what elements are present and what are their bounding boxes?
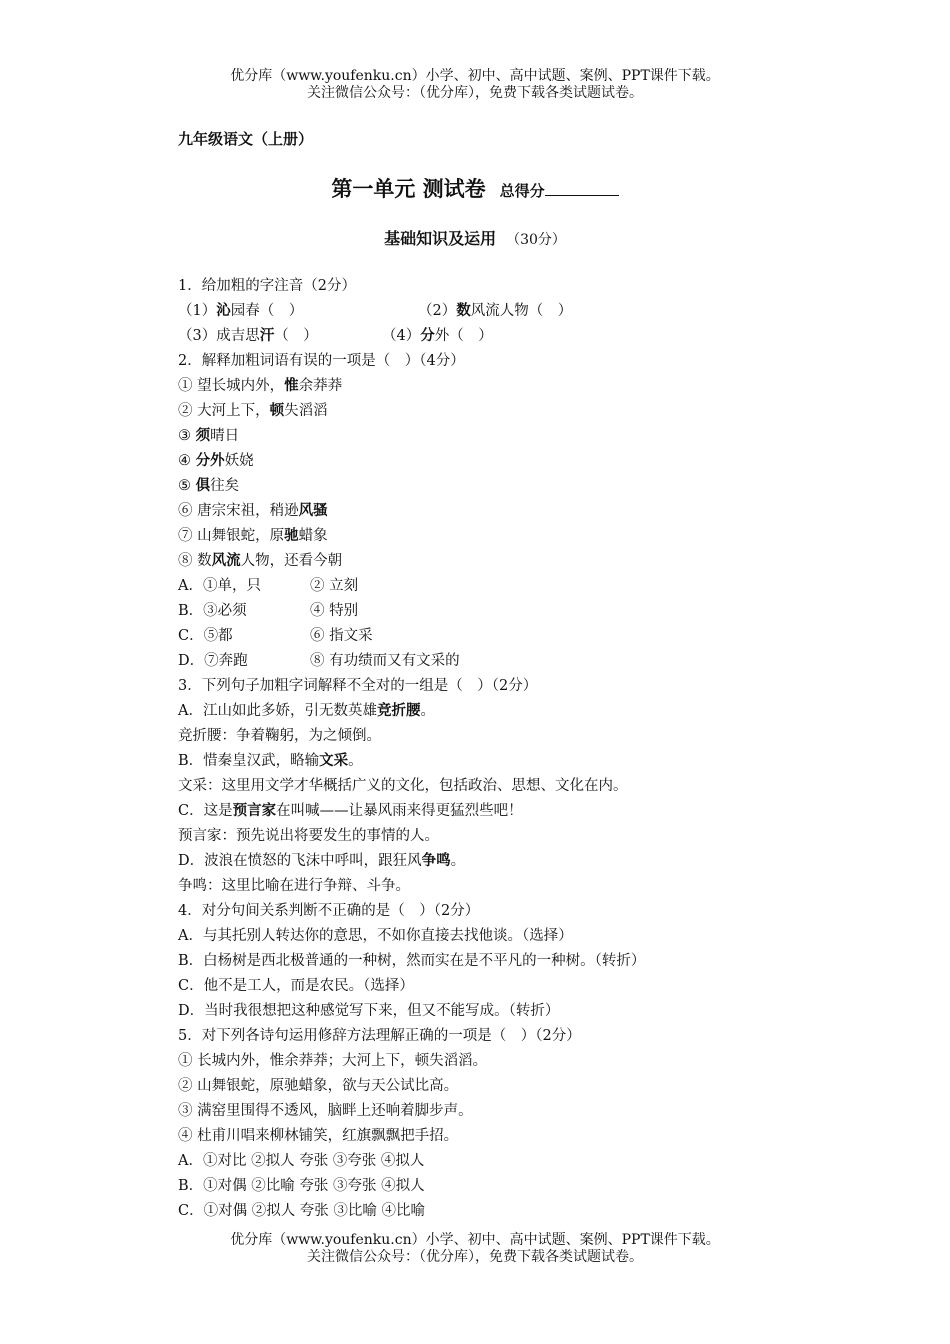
section-name: 基础知识及运用 [384, 229, 497, 248]
q2-option-d: D．⑦奔跑 ⑧ 有功绩而又有文采的 [178, 653, 460, 669]
q3-option-a-explanation: 竞折腰：争着鞠躬，为之倾倒。 [178, 728, 381, 744]
q4-option-d: D．当时我很想把这种感觉写下来，但又不能写成。（转折） [178, 1003, 560, 1019]
q3-option-c-explanation: 预言家：预先说出将要发生的事情的人。 [178, 828, 439, 844]
q3-option-d: D．波浪在愤怒的飞沫中呼叫，跟狂风争鸣。 [178, 853, 466, 869]
q5-option-b: B．①对偶 ②比喻 夸张 ③夸张 ④拟人 [178, 1178, 425, 1194]
q1-stem: 1．给加粗的字注音（2分） [178, 278, 356, 294]
q2-item-6: ⑥ 唐宗宋祖，稍逊风骚 [178, 503, 328, 519]
q1-item-4: （4）分外（ ） [382, 328, 493, 344]
q5-stem: 5．对下列各诗句运用修辞方法理解正确的一项是（ ）（2分） [178, 1028, 581, 1044]
q1-item-1: （1）沁园春（ ） [178, 303, 304, 319]
q2-stem: 2．解释加粗词语有误的一项是（ ）（4分） [178, 353, 465, 369]
q1-item-2: （2）数风流人物（ ） [418, 303, 573, 319]
q1-row-2 [178, 324, 778, 349]
exam-title-main: 第一单元 测试卷 [331, 177, 486, 201]
exam-body [178, 274, 778, 1224]
q4-option-b: B．白杨树是西北极普通的一种树，然而实在是不平凡的一种树。（转折） [178, 953, 646, 969]
q3-option-c: C．这是预言家在叫喊——让暴风雨来得更猛烈些吧！ [178, 803, 523, 819]
q1-item-3: （3）成吉思汗（ ） [178, 328, 318, 344]
footer-line-1: 优分库（www.youfenku.cn）小学、初中、高中试题、案例、PPT课件下载。 [230, 1232, 720, 1248]
q2-item-5: ⑤ 俱往矣 [178, 478, 240, 494]
page-footer [0, 1232, 950, 1266]
q5-option-c: C．①对偶 ②拟人 夸张 ③比喻 ④比喻 [178, 1203, 426, 1219]
q2-item-4: ④ 分外妖娆 [178, 453, 254, 469]
q5-item-4: ④ 杜甫川唱来柳林铺笑，红旗飘飘把手招。 [178, 1128, 459, 1144]
grade-label: 九年级语文（上册） [178, 130, 314, 148]
header-line-1: 优分库（www.youfenku.cn）小学、初中、高中试题、案例、PPT课件下载。 [230, 68, 720, 84]
q3-option-a: A．江山如此多娇，引无数英雄竞折腰。 [178, 703, 435, 719]
q2-item-3: ③ 须晴日 [178, 428, 240, 444]
total-score-label: 总得分 [499, 182, 545, 200]
section-heading [0, 226, 950, 249]
q2-option-c: C．⑤都 ⑥ 指文采 [178, 628, 373, 644]
q2-item-8: ⑧ 数风流人物，还看今朝 [178, 553, 343, 569]
q5-option-a: A．①对比 ②拟人 夸张 ③夸张 ④拟人 [178, 1153, 425, 1169]
q2-item-7: ⑦ 山舞银蛇，原驰蜡象 [178, 528, 328, 544]
q4-option-c: C．他不是工人，而是农民。（选择） [178, 978, 414, 994]
footer-line-2: 关注微信公众号：（优分库），免费下载各类试题试卷。 [307, 1249, 643, 1265]
exam-title [0, 173, 950, 203]
header-line-2: 关注微信公众号：（优分库），免费下载各类试题试卷。 [307, 85, 643, 101]
q3-option-d-explanation: 争鸣：这里比喻在进行争辩、斗争。 [178, 878, 410, 894]
q1-row-1 [178, 299, 778, 324]
q3-stem: 3．下列句子加粗字词解释不全对的一组是（ ）（2分） [178, 678, 538, 694]
q2-item-2: ② 大河上下，顿失滔滔 [178, 403, 328, 419]
q4-option-a: A．与其托别人转达你的意思，不如你直接去找他谈。（选择） [178, 928, 573, 944]
q5-item-3: ③ 满窑里围得不透风，脑畔上还响着脚步声。 [178, 1103, 473, 1119]
q2-option-a: A．①单，只 ② 立刻 [178, 578, 359, 594]
q3-option-b: B．惜秦皇汉武，略输文采。 [178, 753, 363, 769]
q2-option-b: B．③必须 ④ 特别 [178, 603, 359, 619]
q4-stem: 4．对分句间关系判断不正确的是（ ）（2分） [178, 903, 480, 919]
q5-item-1: ① 长城内外，惟余莽莽；大河上下，顿失滔滔。 [178, 1053, 488, 1069]
total-score-blank [545, 181, 619, 196]
q5-item-2: ② 山舞银蛇，原驰蜡象，欲与天公试比高。 [178, 1078, 459, 1094]
page-header [0, 68, 950, 102]
q3-option-b-explanation: 文采：这里用文学才华概括广义的文化，包括政治、思想、文化在内。 [178, 778, 628, 794]
q2-item-1: ① 望长城内外，惟余莽莽 [178, 378, 343, 394]
section-points: （30分） [506, 232, 566, 248]
